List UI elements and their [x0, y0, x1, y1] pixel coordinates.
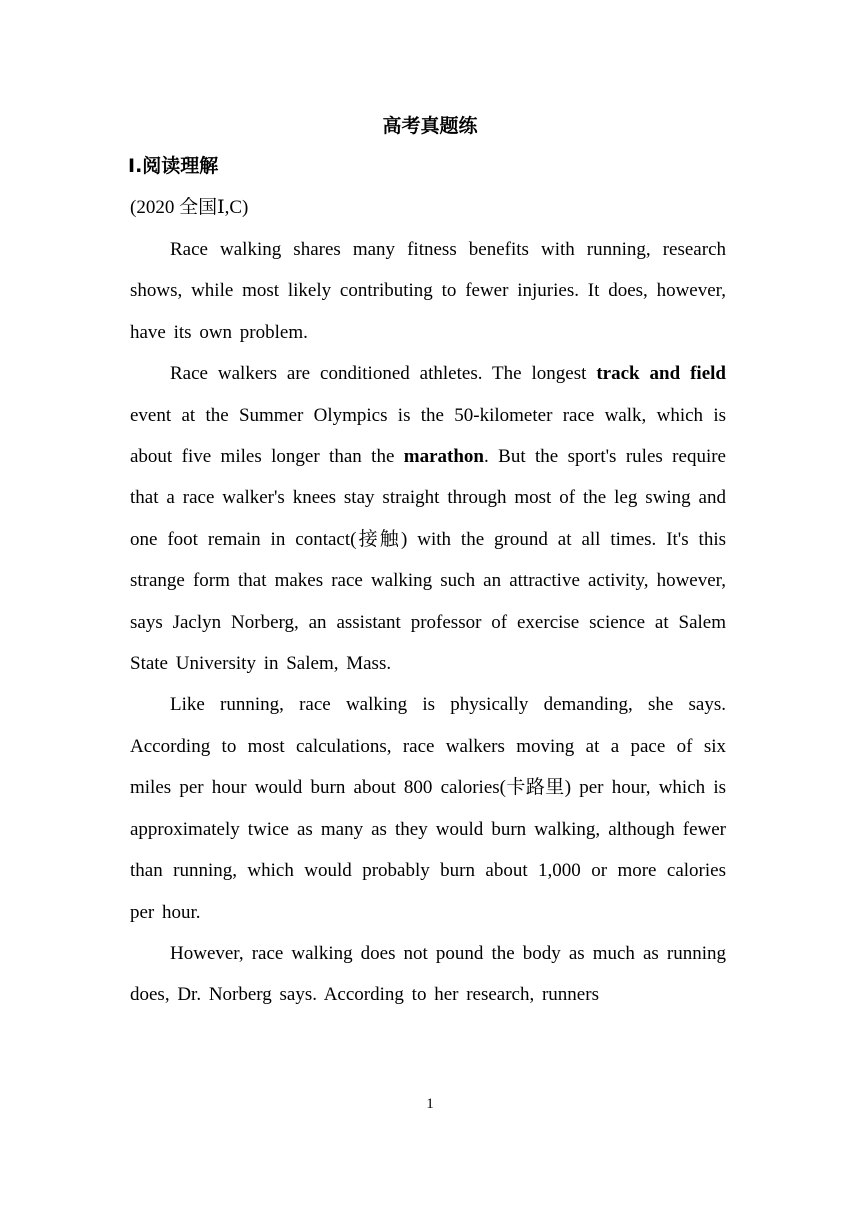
reading-passage	[130, 229, 726, 1016]
paragraph-text: Race walkers are conditioned athletes. The longest	[170, 363, 597, 385]
passage-paragraph	[130, 229, 726, 353]
page-number: 1	[426, 1096, 434, 1112]
paragraph-text: However, race walking does not pound the body as much as running does, Dr. Norberg says. According to her research, runners	[130, 942, 726, 1006]
section-heading: Ⅰ.阅读理解	[128, 155, 219, 177]
bold-term: track and field	[596, 363, 726, 385]
passage-paragraph	[130, 684, 726, 932]
bold-term: marathon	[403, 446, 485, 468]
paragraph-text: Like running, race walking is physically demanding, she says. According to most calculations, race walkers moving at a pace of six miles per hour would burn about 800 calories(卡路里) per hour, which is approximately twice as many as they would burn walking, although fewer than running, which would probably burn about 1,000 or more calories per hour.	[130, 694, 726, 923]
paragraph-text: Race walking shares many fitness benefits with running, research shows, while most likely contributing to fewer injuries. It does, however, have its own problem.	[130, 239, 726, 343]
passage-paragraph	[130, 353, 726, 684]
passage-paragraph	[130, 933, 726, 1016]
paragraph-text: . But the sport's rules require that a race walker's knees stay straight through most of the leg swing and one foot remain in contact(接触) with the ground at all times. It's this strange form that makes race walking such an attractive activity, however, says Jaclyn Norberg, an assistant professor of exercise science at Salem State University in Salem, Mass.	[130, 446, 726, 675]
page-title: 高考真题练	[382, 115, 478, 137]
paragraph-text: event at the Summer Olympics is the 50-kilometer race walk, which is about five miles longer than the	[130, 404, 726, 468]
question-source: (2020 全国Ⅰ,C)	[130, 197, 249, 218]
